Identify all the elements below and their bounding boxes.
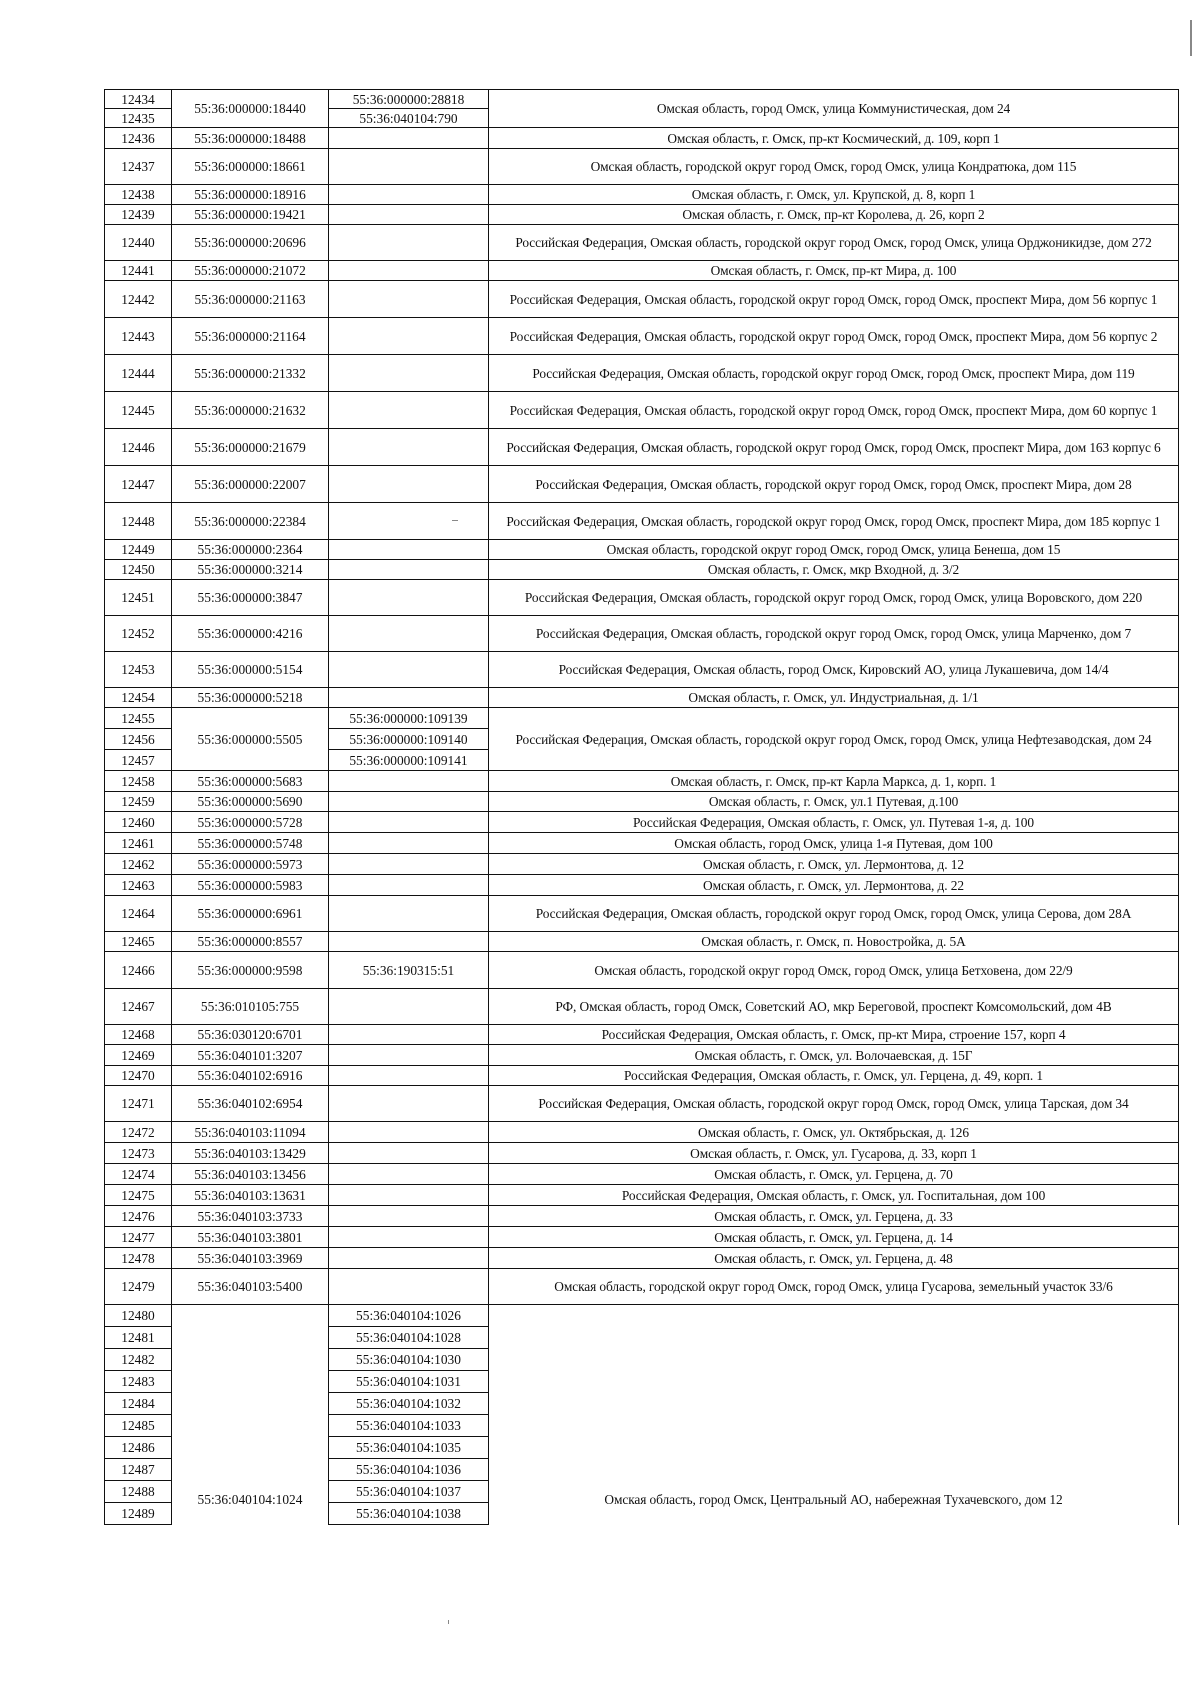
land-cadastral-number: 55:36:040103:13429 — [172, 1143, 329, 1164]
object-cadastral-number — [329, 1269, 489, 1305]
land-cadastral-number: 55:36:040102:6916 — [172, 1066, 329, 1086]
object-cadastral-number: 55:36:040104:790 — [329, 109, 489, 128]
object-cadastral-number — [329, 1045, 489, 1066]
address-cell: Российская Федерация, Омская область, городской округ город Омск, город Омск, улица Тарская, дом 34 — [489, 1086, 1179, 1122]
table-row — [105, 225, 1179, 261]
address-cell: Омская область, г. Омск, ул. Волочаевская, д. 15Г — [489, 1045, 1179, 1066]
row-number: 12478 — [105, 1248, 172, 1269]
object-cadastral-number — [329, 854, 489, 875]
address-cell: Российская Федерация, Омская область, г. Омск, ул. Госпитальная, дом 100 — [489, 1185, 1179, 1206]
address-cell: Омская область, г. Омск, ул. Лермонтова, д. 12 — [489, 854, 1179, 875]
object-cadastral-number: 55:36:040104:1036 — [329, 1459, 489, 1481]
row-number: 12454 — [105, 688, 172, 708]
land-cadastral-number: 55:36:000000:5728 — [172, 812, 329, 833]
table-row — [105, 952, 1179, 989]
land-cadastral-number: 55:36:000000:5505 — [172, 708, 329, 771]
row-number: 12477 — [105, 1227, 172, 1248]
row-number: 12462 — [105, 854, 172, 875]
table-row — [105, 771, 1179, 792]
table-row — [105, 1248, 1179, 1269]
object-cadastral-number: 55:36:190315:51 — [329, 952, 489, 989]
object-cadastral-number: 55:36:000000:109140 — [329, 729, 489, 750]
object-cadastral-number — [329, 580, 489, 616]
address-cell: Российская Федерация, Омская область, городской округ город Омск, город Омск, проспект Мира, дом 60 корпус 1 — [489, 392, 1179, 429]
address-cell: Российская Федерация, Омская область, городской округ город Омск, город Омск, проспект Мира, дом 56 корпус 2 — [489, 318, 1179, 355]
table-row — [105, 540, 1179, 560]
object-cadastral-number — [329, 355, 489, 392]
row-number: 12482 — [105, 1349, 172, 1371]
address-cell: Российская Федерация, Омская область, городской округ город Омск, город Омск, улица Марченко, дом 7 — [489, 616, 1179, 652]
address-cell: Омская область, г. Омск, ул. Герцена, д. 70 — [489, 1164, 1179, 1185]
land-cadastral-number: 55:36:040103:3733 — [172, 1206, 329, 1227]
address-cell: Омская область, г. Омск, мкр Входной, д. 3/2 — [489, 560, 1179, 580]
table-row — [105, 261, 1179, 281]
address-cell: Российская Федерация, Омская область, г. Омск, ул. Путевая 1-я, д. 100 — [489, 812, 1179, 833]
land-cadastral-number: 55:36:000000:21163 — [172, 281, 329, 318]
object-cadastral-number — [329, 932, 489, 952]
table-row — [105, 1305, 1179, 1327]
object-cadastral-number — [329, 466, 489, 503]
object-cadastral-number: 55:36:040104:1028 — [329, 1327, 489, 1349]
land-cadastral-number: 55:36:000000:18916 — [172, 185, 329, 205]
address-cell: Омская область, г. Омск, ул. Герцена, д. 14 — [489, 1227, 1179, 1248]
object-cadastral-number — [329, 652, 489, 688]
row-number: 12438 — [105, 185, 172, 205]
land-cadastral-number: 55:36:000000:21072 — [172, 261, 329, 281]
land-cadastral-number: 55:36:000000:5973 — [172, 854, 329, 875]
land-cadastral-number: 55:36:000000:5683 — [172, 771, 329, 792]
table-row — [105, 1206, 1179, 1227]
object-cadastral-number — [329, 688, 489, 708]
object-cadastral-number — [329, 896, 489, 932]
object-cadastral-number — [329, 833, 489, 854]
row-number: 12481 — [105, 1327, 172, 1349]
address-cell: Омская область, городской округ город Омск, город Омск, улица Гусарова, земельный участок 33/6 — [489, 1269, 1179, 1305]
land-cadastral-number: 55:36:000000:22007 — [172, 466, 329, 503]
row-number: 12486 — [105, 1437, 172, 1459]
address-cell: Омская область, г. Омск, ул. Крупской, д. 8, корп 1 — [489, 185, 1179, 205]
row-number: 12474 — [105, 1164, 172, 1185]
table-row — [105, 1269, 1179, 1305]
object-cadastral-number — [329, 429, 489, 466]
land-cadastral-number: 55:36:040103:13456 — [172, 1164, 329, 1185]
row-number: 12467 — [105, 989, 172, 1025]
table-row — [105, 932, 1179, 952]
land-cadastral-number: 55:36:000000:21679 — [172, 429, 329, 466]
object-cadastral-number — [329, 1086, 489, 1122]
object-cadastral-number: 55:36:000000:109141 — [329, 750, 489, 771]
table-row — [105, 1045, 1179, 1066]
object-cadastral-number — [329, 318, 489, 355]
object-cadastral-number: 55:36:040104:1035 — [329, 1437, 489, 1459]
row-number: 12450 — [105, 560, 172, 580]
row-number: 12445 — [105, 392, 172, 429]
table-row — [105, 429, 1179, 466]
land-cadastral-number: 55:36:040102:6954 — [172, 1086, 329, 1122]
table-row — [105, 466, 1179, 503]
row-number: 12448 — [105, 503, 172, 540]
address-cell: Омская область, г. Омск, ул. Индустриальная, д. 1/1 — [489, 688, 1179, 708]
land-cadastral-number: 55:36:010105:755 — [172, 989, 329, 1025]
row-number: 12470 — [105, 1066, 172, 1086]
table-row — [105, 355, 1179, 392]
address-cell: Омская область, г. Омск, ул. Герцена, д. 48 — [489, 1248, 1179, 1269]
table-row — [105, 1066, 1179, 1086]
object-cadastral-number: 55:36:040104:1031 — [329, 1371, 489, 1393]
table-row — [105, 128, 1179, 149]
table-row — [105, 1086, 1179, 1122]
table-row — [105, 833, 1179, 854]
table-row — [105, 1164, 1179, 1185]
address-cell: Российская Федерация, Омская область, городской округ город Омск, город Омск, улица Серова, дом 28А — [489, 896, 1179, 932]
land-cadastral-number: 55:36:040103:11094 — [172, 1122, 329, 1143]
land-cadastral-number: 55:36:000000:21632 — [172, 392, 329, 429]
table-row — [105, 792, 1179, 812]
object-cadastral-number: 55:36:040104:1033 — [329, 1415, 489, 1437]
address-cell: Российская Федерация, Омская область, городской округ город Омск, город Омск, проспект Мира, дом 163 корпус 6 — [489, 429, 1179, 466]
object-cadastral-number — [329, 281, 489, 318]
row-number: 12463 — [105, 875, 172, 896]
address-cell: Омская область, г. Омск, ул. Лермонтова, д. 22 — [489, 875, 1179, 896]
row-number: 12487 — [105, 1459, 172, 1481]
row-number: 12466 — [105, 952, 172, 989]
row-number: 12483 — [105, 1371, 172, 1393]
table-row — [105, 989, 1179, 1025]
row-number: 12443 — [105, 318, 172, 355]
table-row — [105, 1143, 1179, 1164]
row-number: 12489 — [105, 1503, 172, 1525]
row-number: 12459 — [105, 792, 172, 812]
address-cell: Омская область, г. Омск, ул. Гусарова, д. 33, корп 1 — [489, 1143, 1179, 1164]
row-number: 12460 — [105, 812, 172, 833]
address-cell: Омская область, г. Омск, пр-кт Мира, д. 100 — [489, 261, 1179, 281]
land-cadastral-number: 55:36:000000:5748 — [172, 833, 329, 854]
object-cadastral-number — [329, 1185, 489, 1206]
row-number: 12452 — [105, 616, 172, 652]
land-cadastral-number: 55:36:000000:2364 — [172, 540, 329, 560]
land-cadastral-number: 55:36:000000:8557 — [172, 932, 329, 952]
row-number: 12473 — [105, 1143, 172, 1164]
address-cell: Российская Федерация, Омская область, городской округ город Омск, город Омск, проспект Мира, дом 28 — [489, 466, 1179, 503]
address-cell: Омская область, г. Омск, пр-кт Космический, д. 109, корп 1 — [489, 128, 1179, 149]
address-cell: Российская Федерация, Омская область, городской округ город Омск, город Омск, улица Нефтезаводская, дом 24 — [489, 708, 1179, 771]
object-cadastral-number — [329, 1122, 489, 1143]
table-row — [105, 616, 1179, 652]
row-number: 12468 — [105, 1025, 172, 1045]
object-cadastral-number — [329, 261, 489, 281]
address-cell: Российская Федерация, Омская область, город Омск, Кировский АО, улица Лукашевича, дом 14/4 — [489, 652, 1179, 688]
table-row — [105, 896, 1179, 932]
object-cadastral-number — [329, 149, 489, 185]
object-cadastral-number: 55:36:040104:1030 — [329, 1349, 489, 1371]
address-cell: Омская область, город Омск, улица Коммунистическая, дом 24 — [489, 90, 1179, 128]
cadastral-register-table — [104, 89, 1179, 1525]
object-cadastral-number — [329, 1248, 489, 1269]
row-number: 12476 — [105, 1206, 172, 1227]
table-row — [105, 281, 1179, 318]
object-cadastral-number — [329, 771, 489, 792]
object-cadastral-number — [329, 1066, 489, 1086]
object-cadastral-number — [329, 1143, 489, 1164]
land-cadastral-number: 55:36:040104:1024 — [172, 1305, 329, 1525]
land-cadastral-number: 55:36:000000:5983 — [172, 875, 329, 896]
object-cadastral-number — [329, 185, 489, 205]
row-number: 12451 — [105, 580, 172, 616]
address-cell: Российская Федерация, Омская область, городской округ город Омск, город Омск, проспект Мира, дом 56 корпус 1 — [489, 281, 1179, 318]
address-cell: Омская область, городской округ город Омск, город Омск, улица Бенеша, дом 15 — [489, 540, 1179, 560]
land-cadastral-number: 55:36:000000:9598 — [172, 952, 329, 989]
land-cadastral-number: 55:36:000000:21164 — [172, 318, 329, 355]
table-row — [105, 1122, 1179, 1143]
land-cadastral-number: 55:36:000000:20696 — [172, 225, 329, 261]
row-number: 12449 — [105, 540, 172, 560]
object-cadastral-number — [329, 812, 489, 833]
table-row — [105, 318, 1179, 355]
land-cadastral-number: 55:36:000000:22384 — [172, 503, 329, 540]
table-row — [105, 1185, 1179, 1206]
object-cadastral-number — [329, 792, 489, 812]
land-cadastral-number: 55:36:040103:5400 — [172, 1269, 329, 1305]
land-cadastral-number: 55:36:000000:3214 — [172, 560, 329, 580]
address-cell: Омская область, г. Омск, ул. Октябрьская, д. 126 — [489, 1122, 1179, 1143]
row-number: 12464 — [105, 896, 172, 932]
object-cadastral-number — [329, 616, 489, 652]
address-cell: Омская область, городской округ город Омск, город Омск, улица Бетховена, дом 22/9 — [489, 952, 1179, 989]
object-cadastral-number — [329, 875, 489, 896]
land-cadastral-number: 55:36:000000:19421 — [172, 205, 329, 225]
land-cadastral-number: 55:36:000000:21332 — [172, 355, 329, 392]
object-cadastral-number — [329, 1206, 489, 1227]
row-number: 12437 — [105, 149, 172, 185]
address-cell: Омская область, г. Омск, п. Новостройка, д. 5А — [489, 932, 1179, 952]
row-number: 12485 — [105, 1415, 172, 1437]
object-cadastral-number: 55:36:040104:1026 — [329, 1305, 489, 1327]
table-row — [105, 1025, 1179, 1045]
land-cadastral-number: 55:36:000000:3847 — [172, 580, 329, 616]
address-cell: Омская область, город Омск, Центральный АО, набережная Тухачевского, дом 12 — [489, 1305, 1179, 1525]
address-cell: Российская Федерация, Омская область, г. Омск, пр-кт Мира, строение 157, корп 4 — [489, 1025, 1179, 1045]
row-number: 12469 — [105, 1045, 172, 1066]
row-number: 12457 — [105, 750, 172, 771]
address-cell: Омская область, г. Омск, пр-кт Королева, д. 26, корп 2 — [489, 205, 1179, 225]
address-cell: Омская область, г. Омск, пр-кт Карла Маркса, д. 1, корп. 1 — [489, 771, 1179, 792]
land-cadastral-number: 55:36:000000:18440 — [172, 90, 329, 128]
address-cell: Российская Федерация, Омская область, городской округ город Омск, город Омск, улица Воровского, дом 220 — [489, 580, 1179, 616]
object-cadastral-number: 55:36:000000:109139 — [329, 708, 489, 729]
land-cadastral-number: 55:36:000000:5218 — [172, 688, 329, 708]
address-cell: РФ, Омская область, город Омск, Советский АО, мкр Береговой, проспект Комсомольский, дом 4В — [489, 989, 1179, 1025]
row-number: 12439 — [105, 205, 172, 225]
row-number: 12480 — [105, 1305, 172, 1327]
row-number: 12456 — [105, 729, 172, 750]
object-cadastral-number: 55:36:000000:28818 — [329, 90, 489, 109]
table-row — [105, 185, 1179, 205]
table-row — [105, 503, 1179, 540]
row-number: 12471 — [105, 1086, 172, 1122]
table-row — [105, 708, 1179, 729]
row-number: 12447 — [105, 466, 172, 503]
row-number: 12440 — [105, 225, 172, 261]
land-cadastral-number: 55:36:000000:4216 — [172, 616, 329, 652]
object-cadastral-number: 55:36:040104:1038 — [329, 1503, 489, 1525]
row-number: 12458 — [105, 771, 172, 792]
table-row — [105, 205, 1179, 225]
row-number: 12455 — [105, 708, 172, 729]
object-cadastral-number — [329, 503, 489, 540]
object-cadastral-number — [329, 1227, 489, 1248]
table-row — [105, 812, 1179, 833]
address-cell: Омская область, город Омск, улица 1-я Путевая, дом 100 — [489, 833, 1179, 854]
land-cadastral-number: 55:36:040101:3207 — [172, 1045, 329, 1066]
land-cadastral-number: 55:36:000000:6961 — [172, 896, 329, 932]
row-number: 12444 — [105, 355, 172, 392]
row-number: 12475 — [105, 1185, 172, 1206]
address-cell: Омская область, городской округ город Омск, город Омск, улица Кондратюка, дом 115 — [489, 149, 1179, 185]
object-cadastral-number — [329, 128, 489, 149]
table-row — [105, 149, 1179, 185]
table-row — [105, 90, 1179, 109]
land-cadastral-number: 55:36:000000:18661 — [172, 149, 329, 185]
scan-speck — [452, 520, 458, 521]
scan-edge-mark — [1190, 20, 1192, 56]
object-cadastral-number — [329, 540, 489, 560]
object-cadastral-number — [329, 205, 489, 225]
table-row — [105, 580, 1179, 616]
address-cell: Российская Федерация, Омская область, г. Омск, ул. Герцена, д. 49, корп. 1 — [489, 1066, 1179, 1086]
land-cadastral-number: 55:36:040103:3969 — [172, 1248, 329, 1269]
row-number: 12442 — [105, 281, 172, 318]
row-number: 12446 — [105, 429, 172, 466]
object-cadastral-number — [329, 225, 489, 261]
row-number: 12435 — [105, 109, 172, 128]
scan-speck — [448, 1620, 449, 1624]
table-row — [105, 875, 1179, 896]
object-cadastral-number — [329, 989, 489, 1025]
table-row — [105, 1227, 1179, 1248]
object-cadastral-number: 55:36:040104:1032 — [329, 1393, 489, 1415]
row-number: 12465 — [105, 932, 172, 952]
land-cadastral-number: 55:36:040103:13631 — [172, 1185, 329, 1206]
address-cell: Омская область, г. Омск, ул.1 Путевая, д.100 — [489, 792, 1179, 812]
table-row — [105, 688, 1179, 708]
table-row — [105, 392, 1179, 429]
land-cadastral-number: 55:36:040103:3801 — [172, 1227, 329, 1248]
row-number: 12436 — [105, 128, 172, 149]
table-row — [105, 652, 1179, 688]
address-cell: Российская Федерация, Омская область, городской округ город Омск, город Омск, проспект Мира, дом 119 — [489, 355, 1179, 392]
address-cell: Российская Федерация, Омская область, городской округ город Омск, город Омск, проспект Мира, дом 185 корпус 1 — [489, 503, 1179, 540]
row-number: 12488 — [105, 1481, 172, 1503]
row-number: 12453 — [105, 652, 172, 688]
address-cell: Российская Федерация, Омская область, городской округ город Омск, город Омск, улица Орджоникидзе, дом 272 — [489, 225, 1179, 261]
object-cadastral-number — [329, 1025, 489, 1045]
land-cadastral-number: 55:36:000000:5690 — [172, 792, 329, 812]
row-number: 12484 — [105, 1393, 172, 1415]
address-cell: Омская область, г. Омск, ул. Герцена, д. 33 — [489, 1206, 1179, 1227]
land-cadastral-number: 55:36:030120:6701 — [172, 1025, 329, 1045]
row-number: 12461 — [105, 833, 172, 854]
object-cadastral-number: 55:36:040104:1037 — [329, 1481, 489, 1503]
object-cadastral-number — [329, 392, 489, 429]
row-number: 12441 — [105, 261, 172, 281]
land-cadastral-number: 55:36:000000:18488 — [172, 128, 329, 149]
row-number: 12472 — [105, 1122, 172, 1143]
land-cadastral-number: 55:36:000000:5154 — [172, 652, 329, 688]
table-row — [105, 854, 1179, 875]
object-cadastral-number — [329, 560, 489, 580]
row-number: 12434 — [105, 90, 172, 109]
table-row — [105, 560, 1179, 580]
row-number: 12479 — [105, 1269, 172, 1305]
object-cadastral-number — [329, 1164, 489, 1185]
